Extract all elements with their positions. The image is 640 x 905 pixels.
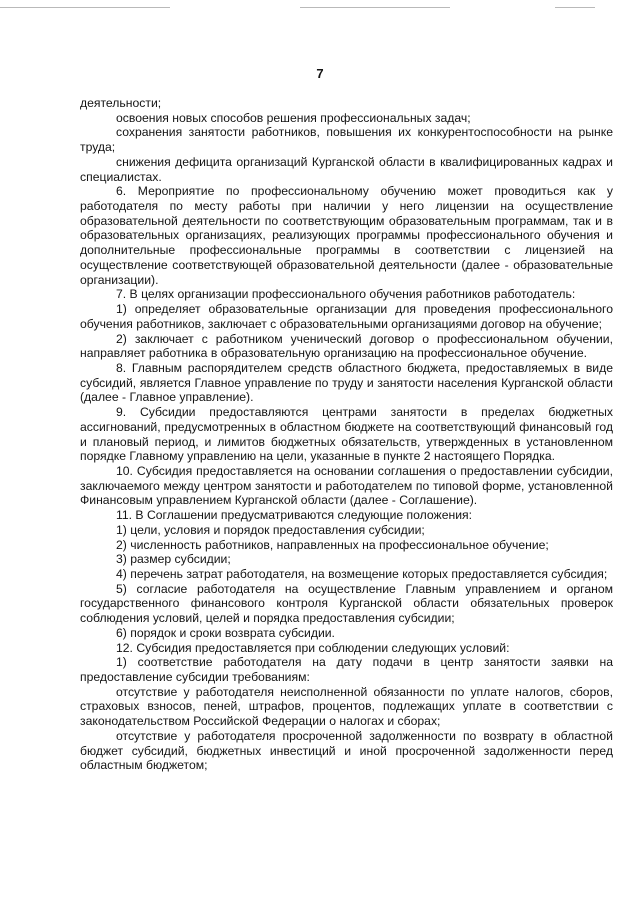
paragraph: отсутствие у работодателя просроченной задолженности по возврату в областной бюджет субсидий, бюджетных инвестиций и иной просроченной задолженности перед областным бюджетом; bbox=[80, 728, 613, 773]
paragraph: освоения новых способов решения профессиональных задач; bbox=[116, 110, 471, 125]
page-number: 7 bbox=[316, 66, 324, 81]
scan-edge-mark bbox=[555, 7, 595, 8]
paragraph: 6. Мероприятие по профессиональному обучению может проводиться как у работодателя по месту работы при наличии у него лицензии на осуществление образовательной деятельности по соответствующим образовательным программам, так и в образовательных организациях, реализующих программы профессионального обучения и дополнительные профессиональные программы в соответствии с лицензией на осуществление соответствующей образовательной деятельности (далее - образовательные организации). bbox=[80, 184, 613, 287]
paragraph: 2) численность работников, направленных на профессиональное обучение; bbox=[116, 537, 549, 552]
paragraph: сохранения занятости работников, повышения их конкурентоспособности на рынке труда; bbox=[80, 125, 613, 155]
paragraph: 1) определяет образовательные организации для проведения профессионального обучения работников, заключает с образовательными организациями договор на обучение; bbox=[80, 302, 613, 331]
paragraph: 11. В Соглашении предусматриваются следующие положения: bbox=[116, 508, 473, 523]
paragraph: отсутствие у работодателя неисполненной обязанности по уплате налогов, сборов, страховых взносов, пеней, штрафов, процентов, подлежащих уплате в соответствии с законодательством Российской Федерации о налогах и сборах; bbox=[80, 684, 613, 729]
paragraph: 6) порядок и сроки возврата субсидии. bbox=[116, 625, 335, 640]
document-body bbox=[80, 96, 613, 773]
paragraph: 1) соответствие работодателя на дату подачи в центр занятости заявки на предоставление субсидии требованиям: bbox=[80, 655, 613, 685]
paragraph: 2) заключает с работником ученический договор о профессиональном обучении, направляет работника в образовательную организацию на профессиональное обучение. bbox=[80, 331, 613, 361]
paragraph: 10. Субсидия предоставляется на основании соглашения о предоставлении субсидии, заключаемого между центром занятости и работодателем по типовой форме, установленной Финансовым управлением Курганской области (далее - Соглашение). bbox=[80, 463, 613, 508]
paragraph: 3) размер субсидии; bbox=[116, 552, 231, 567]
paragraph: 4) перечень затрат работодателя, на возмещение которых предоставляется субсидия; bbox=[116, 567, 608, 581]
paragraph: 9. Субсидии предоставляются центрами занятости в пределах бюджетных ассигнований, предусмотренных в областном бюджете на соответствующий финансовый год и плановый период, и лимитов бюджетных обязательств, утвержденных в установленном порядке Главному управлению на цели, указанные в пункте 2 настоящего Порядка. bbox=[80, 405, 613, 464]
paragraph: 7. В целях организации профессионального обучения работников работодатель: bbox=[116, 287, 576, 302]
scan-edge-mark bbox=[300, 7, 450, 8]
paragraph: 12. Субсидия предоставляется при соблюдении следующих условий: bbox=[116, 640, 510, 655]
paragraph: деятельности; bbox=[80, 96, 162, 110]
paragraph: 5) согласие работодателя на осуществление Главным управлением и органом государственного финансового контроля Курганской области обязательных проверок соблюдения условий, целей и порядка предоставления субсидии; bbox=[80, 581, 613, 626]
paragraph: снижения дефицита организаций Курганской области в квалифицированных кадрах и специалистах. bbox=[80, 154, 613, 184]
paragraph: 8. Главным распорядителем средств областного бюджета, предоставляемых в виде субсидий, является Главное управление по труду и занятости населения Курганской области (далее - Главное управление). bbox=[80, 360, 613, 405]
paragraph: 1) цели, условия и порядок предоставления субсидии; bbox=[116, 522, 425, 537]
scan-edge-mark bbox=[0, 7, 170, 8]
